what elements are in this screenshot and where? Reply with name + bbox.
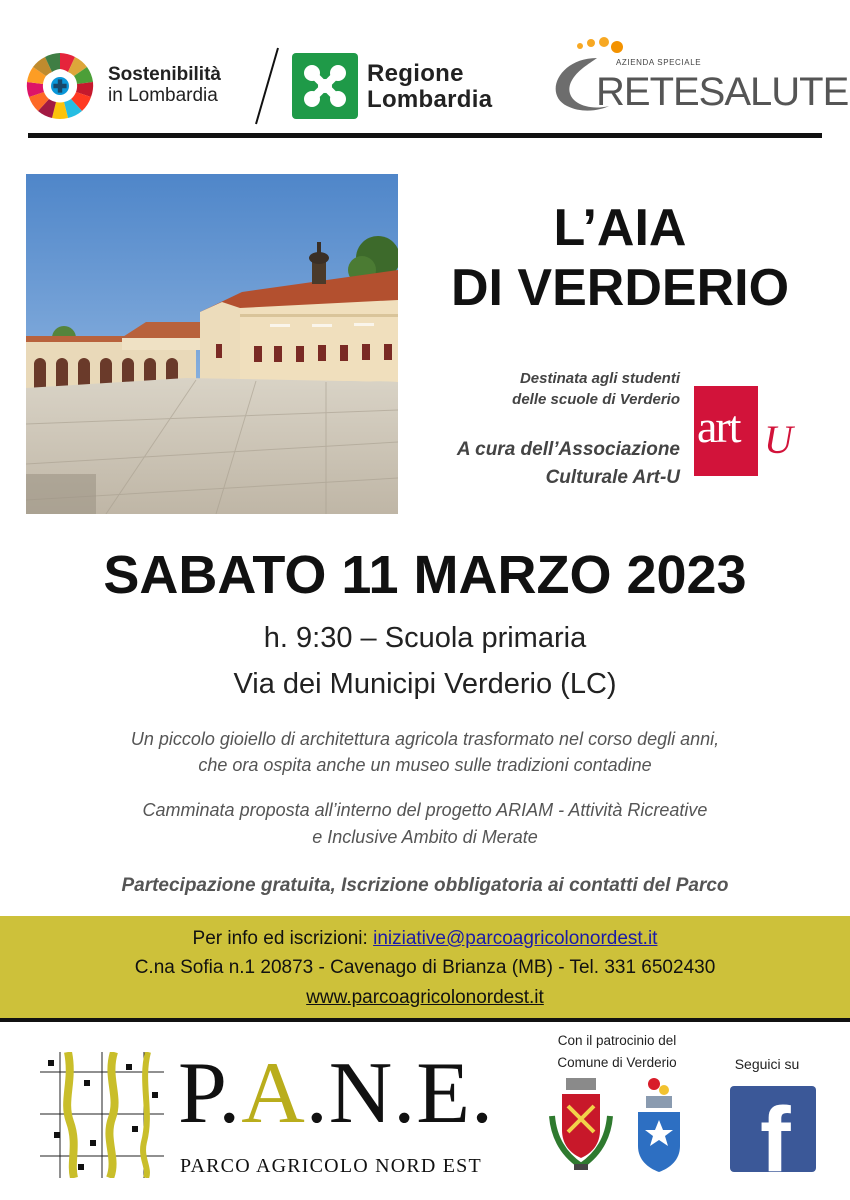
sostenibilita-logo-text xyxy=(108,64,221,106)
participation-note: Partecipazione gratuita, Iscrizione obbligatoria ai contatti del Parco xyxy=(121,875,729,896)
patronage-note xyxy=(532,1030,702,1074)
pane-letter-a: A xyxy=(241,1045,306,1142)
artu-logo-text: art xyxy=(697,401,740,452)
event-date: SABATO 11 MARZO 2023 xyxy=(103,545,747,605)
divider-slash xyxy=(252,46,282,126)
info-website-line xyxy=(0,984,850,1012)
regione-lombardia-cross-icon xyxy=(292,53,358,119)
retesalute-subtitle: AZIENDA SPECIALE xyxy=(616,58,702,67)
regione-lombardia-text xyxy=(367,61,492,113)
description-line2: che ora ospita anche un museo sulle tradizioni contadine xyxy=(198,755,652,775)
facebook-icon[interactable] xyxy=(730,1086,816,1172)
organizer-line2: Culturale Art-U xyxy=(545,467,680,488)
artu-logo-u: U xyxy=(764,417,793,462)
info-prefix: Per info ed iscrizioni: xyxy=(192,928,374,949)
event-title-line1: L’AIA xyxy=(553,199,687,257)
pane-logo-title xyxy=(178,1045,495,1142)
verderio-coat-of-arms-2-icon xyxy=(630,1076,688,1176)
description-project xyxy=(0,797,850,851)
regione-line2: Lombardia xyxy=(367,86,493,113)
target-audience-line1: Destinata agli studenti xyxy=(519,370,680,387)
target-audience-line2: delle scuole di Verderio xyxy=(512,391,680,408)
pane-letters-rest: .N.E. xyxy=(305,1045,495,1142)
sostenibilita-line2: in Lombardia xyxy=(108,85,218,106)
header xyxy=(0,0,850,136)
pane-logo-subtitle: PARCO AGRICOLO NORD EST xyxy=(180,1155,482,1177)
header-rule xyxy=(28,133,822,138)
description-line1: Un piccolo gioiello di architettura agricola trasformato nel corso degli anni, xyxy=(130,729,720,749)
pane-letter-p: P. xyxy=(178,1045,242,1142)
event-title-line2: DI VERDERIO xyxy=(450,259,790,317)
website-link[interactable]: www.parcoagricolonordest.it xyxy=(306,987,544,1008)
event-place: Via dei Municipi Verderio (LC) xyxy=(233,668,617,700)
sostenibilita-line1: Sostenibilità xyxy=(108,64,221,85)
aia-photo xyxy=(26,174,398,514)
organizer-line1: A cura dell’Associazione xyxy=(456,439,680,460)
target-audience xyxy=(420,368,680,410)
email-link[interactable]: iniziative@parcoagricolonordest.it xyxy=(373,928,658,949)
facebook-letter: f xyxy=(760,1089,791,1172)
follow-us-label: Seguici su xyxy=(734,1056,800,1072)
regione-lombardia-logo xyxy=(292,53,358,119)
regione-line1: Regione xyxy=(367,60,464,87)
footer-rule xyxy=(0,1018,850,1022)
event-time: h. 9:30 – Scuola primaria xyxy=(263,622,587,654)
info-address: C.na Sofia n.1 20873 - Cavenago di Brianza (MB) - Tel. 331 6502430 xyxy=(134,957,716,978)
event-title xyxy=(420,198,820,318)
description-line4: e Inclusive Ambito di Merate xyxy=(312,827,538,847)
verderio-coat-of-arms-icon xyxy=(548,1076,614,1176)
sdg-wheel-icon xyxy=(26,52,94,120)
pane-map-icon xyxy=(40,1052,164,1178)
patronage-line1: Con il patrocinio del xyxy=(557,1033,677,1048)
description-line3: Camminata proposta all’interno del progetto ARIAM - Attività Ricreative xyxy=(142,800,708,820)
description-architecture xyxy=(0,726,850,778)
patronage-line2: Comune di Verderio xyxy=(557,1055,677,1070)
organizer xyxy=(400,436,680,492)
info-contact-line xyxy=(0,925,850,953)
retesalute-name: RETESALUTE xyxy=(596,70,849,114)
